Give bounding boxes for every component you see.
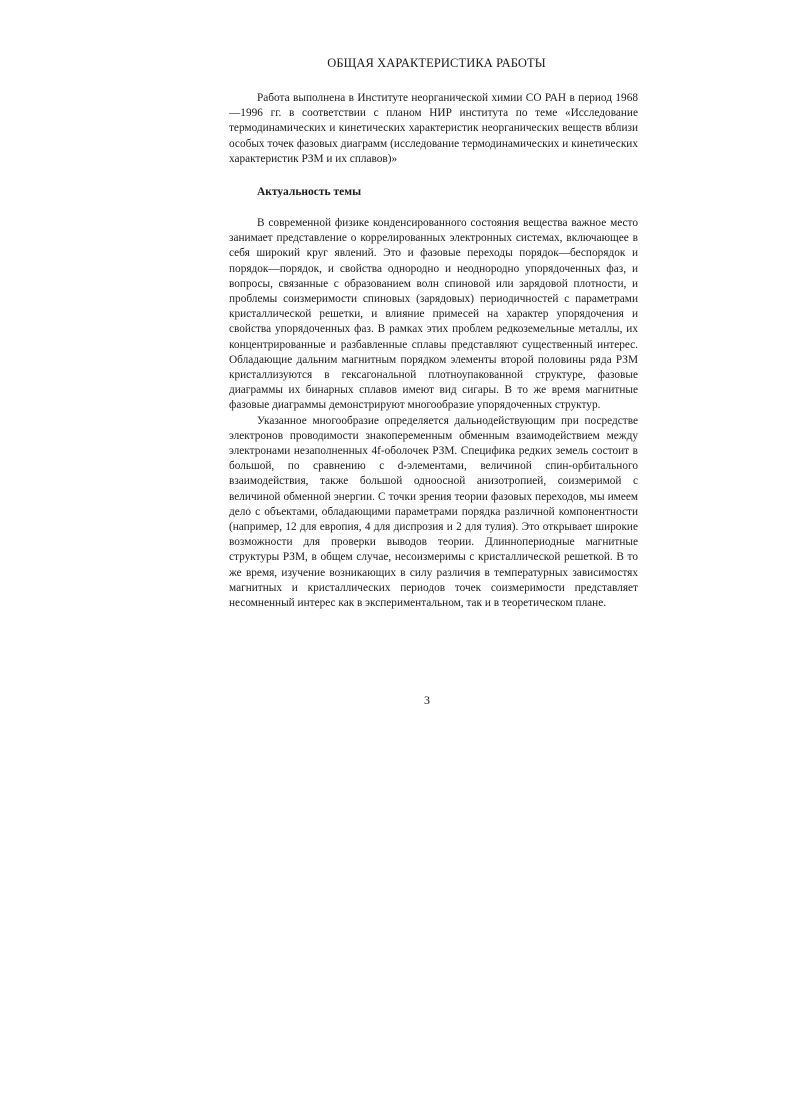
body-paragraph-1: В современной физике конденсированного состояния вещества важное место занимает представление о коррелированных электронных системах, включающее в себя широкий круг явлений. Это и фазовые переходы порядок—беспорядок и порядок—порядок, и свойства однородно и неоднородно упорядоченных фаз, и вопросы, связанные с образованием волн спиновой или зарядовой плотности, и проблемы соизмеримости спиновых (зарядовых) периодичностей с параметрами кристаллической решетки, и влияние примесей на характер упорядочения и свойства упорядоченных фаз. В рамках этих проблем редкоземельные металлы, их концентрированные и разбавленные сплавы представляют существенный интерес. Обладающие дальним магнитным порядком элементы второй половины ряда РЗМ кристаллизуются в гексагональной плотноупакованной структуре, фазовые диаграммы их бинарных сплавов имеют вид сигары. В то же время магнитные фазовые диаграммы демонстрируют многообразие упорядоченных структур. — [229, 217, 638, 412]
intro-block — [229, 91, 638, 167]
page-number: 3 — [424, 693, 430, 707]
document-page — [229, 56, 638, 611]
intro-paragraph: Работа выполнена в Институте неорганической химии СО РАН в период 1968—1996 гг. в соответствии с планом НИР института по теме «Исследование термодинамических и кинетических характеристик неорганических веществ вблизи особых точек фазовых диаграмм (исследование термодинамических и кинетических характеристик РЗМ и их сплавов)» — [229, 92, 638, 165]
body-paragraph-2: Указанное многообразие определяется дальнодействующим при посредстве электронов проводимости знакопеременным обменным взаимодействием между электронами незаполненных 4f-оболочек РЗМ. Специфика редких земель состоит в большой, по сравнению с d-элементами, величиной спин-орбитального взаимодействия, также большой одноосной анизотропией, соизмеримой с величиной обменной энергии. С точки зрения теории фазовых переходов, мы имеем дело с объектами, обладающими параметрами порядка различной компонентности (например, 12 для европия, 4 для диспрозия и 2 для тулия). Это открывает широкие возможности для проверки выводов теории. Длиннопериодные магнитные структуры РЗМ, в общем случае, несоизмеримы с кристаллической решеткой. В то же время, изучение возникающих в силу различия в температурных зависимостях магнитных и кристаллических периодов точек соизмеримости представляет несомненный интерес как в экспериментальном, так и в теоретическом плане. — [229, 414, 638, 610]
body-text — [229, 216, 638, 611]
page-heading: ОБЩАЯ ХАРАКТЕРИСТИКА РАБОТЫ — [327, 56, 546, 70]
section-title: Актуальность темы — [257, 186, 362, 199]
